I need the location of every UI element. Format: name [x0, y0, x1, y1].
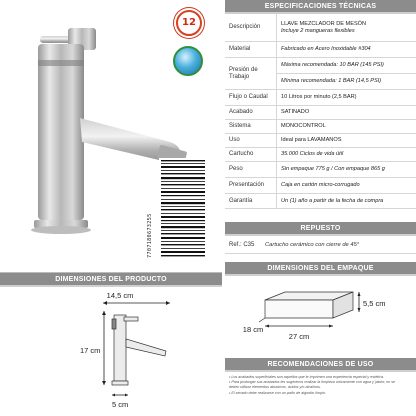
spec-key: Cartucho [229, 151, 254, 157]
package-length-label: 27 cm [288, 332, 310, 341]
repuesto-ref: Ref.: C35 [229, 241, 255, 248]
spec-value [276, 134, 416, 147]
spec-key: Presentación [229, 182, 265, 188]
product-photo-area [0, 0, 222, 268]
spec-value-line: SATINADO [281, 109, 310, 115]
spec-row-presion [225, 58, 416, 90]
spec-table [225, 0, 416, 215]
spec-value [276, 120, 416, 133]
spec-key: Garantía [229, 197, 253, 204]
spec-key: Material [229, 46, 251, 52]
spec-row-descripcion [225, 14, 416, 42]
repuesto-section [225, 222, 416, 256]
barcode [147, 158, 209, 258]
spec-row-sistema [225, 120, 416, 134]
recommendations-section [225, 358, 416, 416]
warranty-badge-icon [176, 10, 202, 36]
spec-value [276, 106, 416, 119]
warranty-years: 12 [182, 17, 196, 28]
spec-row-flujo [225, 90, 416, 106]
spec-value-line: MONOCONTROL [281, 123, 326, 129]
water-saving-drop-icon [173, 46, 203, 76]
package-dimensions-header: DIMENSIONES DEL EMPAQUE [225, 262, 416, 276]
product-dimensions-drawing [0, 289, 222, 415]
spec-value-line: LLAVE MEZCLADOR DE MESÓN [281, 20, 367, 27]
recommendations-header: RECOMENDACIONES DE USO [225, 358, 416, 372]
package-box-drawing [225, 278, 416, 354]
list-item: • Para prolongar sus acabados les sugerimos realizar la limpieza únicamente con agua y jabón; no se [229, 380, 396, 385]
spec-value-line: Caja en cartón micro-corrugado [281, 182, 360, 188]
spec-row-material [225, 42, 416, 58]
spec-key: Presión de Trabajo [229, 66, 258, 80]
package-height-label: 5,5 cm [363, 299, 386, 308]
spec-value [276, 178, 416, 193]
barcode-digits: 7707180673255 [147, 213, 153, 258]
spec-row-garantia [225, 194, 416, 209]
product-width-label: 14,5 cm [106, 291, 134, 300]
spec-key: Acabado [229, 109, 253, 115]
repuesto-row [225, 236, 416, 254]
spec-value-line: Máxima recomendada: 10 BAR (145 PSI) [277, 58, 416, 74]
product-height-label: 17 cm [80, 346, 101, 355]
spec-value-line: 10 Litros por minuto (2,5 BAR) [281, 94, 357, 100]
spec-key: Peso [229, 166, 243, 172]
product-dimensions-section [0, 272, 222, 416]
spec-value [276, 148, 416, 161]
spec-value-line: Mínima recomendada: 1 BAR (14,5 PSI) [281, 77, 382, 84]
spec-value [276, 162, 416, 177]
repuesto-header: REPUESTO [225, 222, 416, 236]
recommendations-list [225, 372, 416, 396]
spec-value-line: 35.000 Ciclos de vida útil [281, 151, 344, 157]
spec-key: Flujo o Caudal [229, 94, 268, 100]
spec-row-peso [225, 162, 416, 178]
spec-value-line: Fabricado en Acero Inoxidable #304 [281, 46, 371, 52]
list-item: deben utilizar elementos abrasivos, ácidos y/o alcalinos. [229, 385, 321, 390]
spec-row-presentacion [225, 178, 416, 194]
spec-row-acabado [225, 106, 416, 120]
list-item: • El secado debe realizarse con un paño de algodón limpio. [229, 390, 327, 395]
product-dimensions-header: DIMENSIONES DEL PRODUCTO [0, 273, 222, 287]
spec-value-line: Sin empaque 775 g / Con empaque 865 g [281, 166, 385, 172]
spec-header: ESPECIFICACIONES TÉCNICAS [225, 0, 416, 14]
spec-value-line: Incluye 2 mangueras flexibles [281, 27, 355, 34]
spec-value [276, 194, 416, 208]
spec-value [276, 58, 416, 89]
spec-row-uso [225, 134, 416, 148]
spec-value [276, 14, 416, 41]
spec-key: Uso [229, 137, 240, 143]
spec-key: Sistema [229, 123, 251, 129]
spec-value-line: Un (1) año a partir de la fecha de compra [281, 197, 384, 204]
spec-key: Descripción [229, 24, 261, 30]
package-dimensions-section [225, 262, 416, 354]
spec-value [276, 90, 416, 105]
repuesto-description: Cartucho cerámico con cierre de 45° [265, 241, 360, 248]
list-item: • Los acabados superficiales son aquellos que le imprimen una experiencia especial y estética. [229, 375, 385, 379]
product-base-label: 5 cm [112, 400, 129, 409]
package-depth-label: 18 cm [242, 325, 264, 334]
spec-row-cartucho [225, 148, 416, 162]
spec-value-line: Ideal para LAVAMANOS [281, 137, 342, 143]
spec-value [276, 42, 416, 57]
